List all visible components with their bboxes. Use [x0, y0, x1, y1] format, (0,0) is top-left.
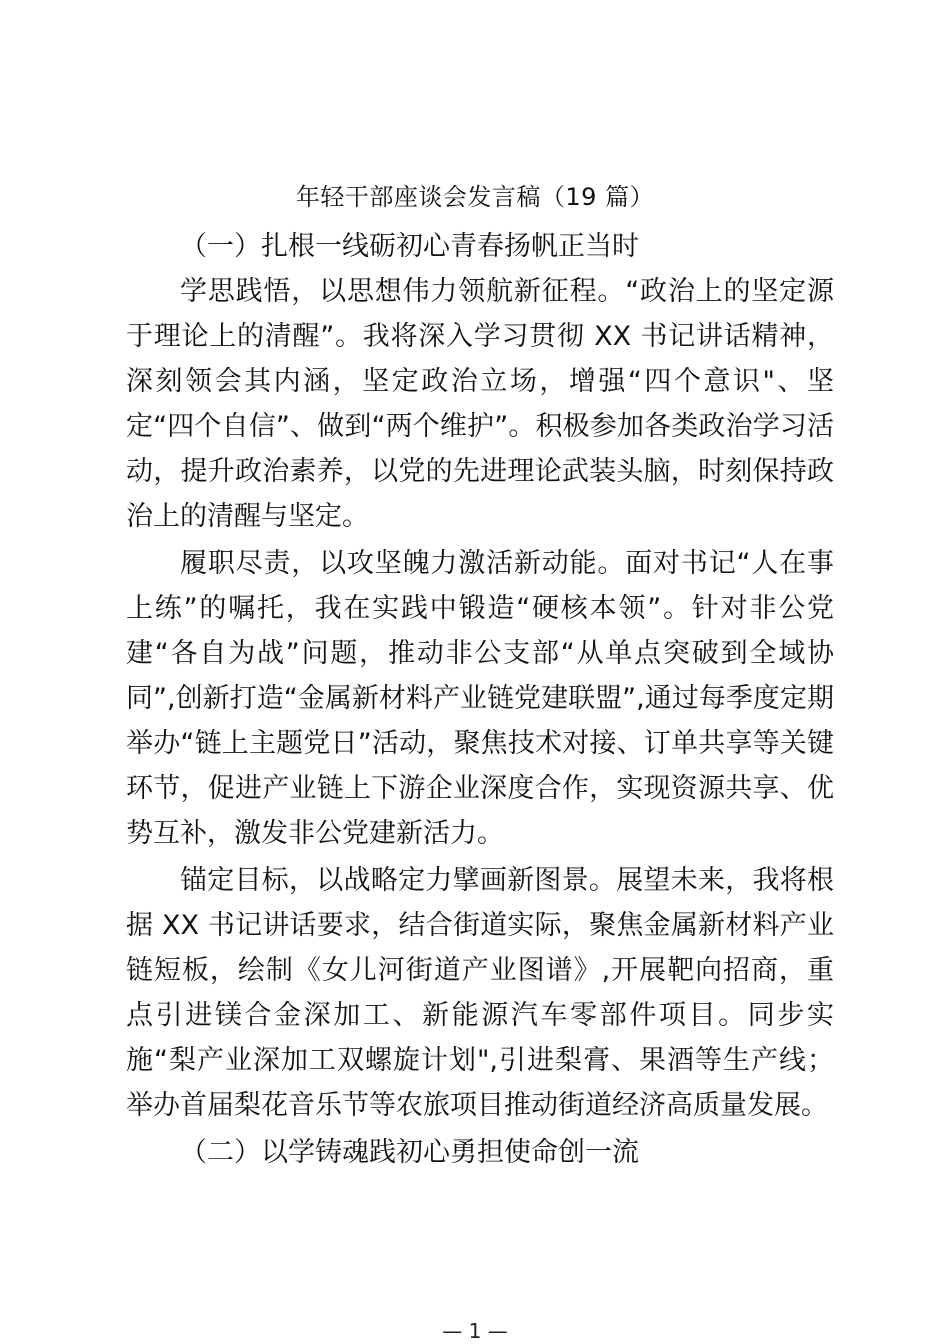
paragraph-duty-performance: 履职尽责，以攻坚魄力激活新动能。面对书记“人在事上练”的嘱托，我在实践中锻造“硬核本领”。针对非公党建“各自为战”问题，推动非公支部“从单点突破到全域协同”,创新打造“金属新材料产业链党建联盟”,通过每季度定期举办“链上主题党日”活动，聚焦技术对接、订单共享等关键环节，促进产业链上下游企业深度合作，实现资源共享、优势互补，激发非公党建新活力。: [126, 548, 834, 849]
paragraph-political-study: 学思践悟，以思想伟力领航新征程。“政治上的坚定源于理论上的清醒”。我将深入学习贯彻 XX 书记讲话精神，深刻领会其内涵，坚定政治立场，增强“四个意识"、坚定“四个自信”、做到“两个维护”。积极参加各类政治学习活动，提升政治素养，以党的先进理论武装头脑，时刻保持政治上的清醒与坚定。: [126, 276, 834, 532]
paragraph-strategic-goals: 锚定目标，以战略定力擘画新图景。展望未来，我将根据 XX 书记讲话要求，结合街道实际，聚焦金属新材料产业链短板，绘制《女儿河街道产业图谱》,开展靶向招商，重点引进镁合金深加工、新能源汽车零部件项目。同步实施“梨产业深加工双螺旋计划",引进梨膏、果酒等生产线；举办首届梨花音乐节等农旅项目推动街道经济高质量发展。: [126, 865, 834, 1121]
document-body: [126, 224, 834, 1175]
section-heading-1: （一）扎根一线砺初心青春扬帆正当时: [180, 231, 639, 262]
section-heading-2: （二）以学铸魂践初心勇担使命创一流: [180, 1137, 639, 1168]
page-number: — 1 —: [442, 1319, 508, 1343]
document-title: 年轻干部座谈会发言稿（19 篇）: [295, 183, 655, 211]
